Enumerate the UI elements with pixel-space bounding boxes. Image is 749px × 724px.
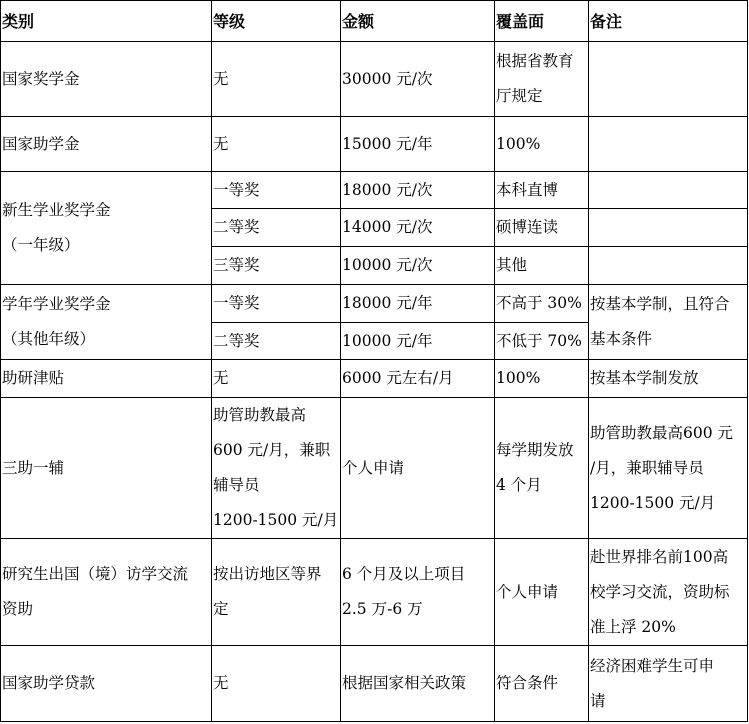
cell-category: 国家助学金: [1, 117, 212, 172]
table-row: [1, 42, 748, 117]
cell-coverage: 符合条件: [495, 646, 589, 722]
cell-coverage: 100%: [495, 117, 589, 172]
cell-amount: 18000 元/次: [341, 172, 495, 209]
cell-amount: 10000 元/年: [341, 323, 495, 360]
cell-category: 研究生出国（境）访学交流 资助: [1, 539, 212, 646]
cell-note: 助管助教最高600 元 /月，兼职辅导员 1200-1500 元/月: [589, 398, 748, 539]
column-header-category: 类别: [1, 1, 212, 42]
cell-level: 无: [212, 360, 341, 398]
cell-category: 国家奖学金: [1, 42, 212, 117]
table-row: [1, 398, 748, 539]
cell-amount: 个人申请: [341, 398, 495, 539]
table-row: [1, 539, 748, 646]
cell-coverage: 硕博连读: [495, 209, 589, 247]
table-row: [1, 172, 748, 209]
cell-amount: 根据国家相关政策: [341, 646, 495, 722]
cell-note: 赴世界排名前100高 校学习交流，资助标 准上浮 20%: [589, 539, 748, 646]
table-row: [1, 360, 748, 398]
cell-note: 按基本学制，且符合 基本条件: [589, 285, 748, 360]
cell-coverage: 本科直博: [495, 172, 589, 209]
cell-level: 无: [212, 117, 341, 172]
cell-category: 国家助学贷款: [1, 646, 212, 722]
cell-coverage: 其他: [495, 247, 589, 285]
cell-amount: 6000 元左右/月: [341, 360, 495, 398]
column-header-level: 等级: [212, 1, 341, 42]
cell-category: 三助一辅: [1, 398, 212, 539]
cell-level: 二等奖: [212, 323, 341, 360]
cell-note: [589, 247, 748, 285]
cell-level: 无: [212, 646, 341, 722]
cell-amount: 14000 元/次: [341, 209, 495, 247]
cell-level: 无: [212, 42, 341, 117]
cell-coverage: 每学期发放 4 个月: [495, 398, 589, 539]
cell-level: 助管助教最高 600 元/月，兼职 辅导员 1200-1500 元/月: [212, 398, 341, 539]
cell-level: 三等奖: [212, 247, 341, 285]
cell-note: [589, 42, 748, 117]
cell-level: 一等奖: [212, 285, 341, 323]
table-row: [1, 285, 748, 323]
cell-category: 学年学业奖学金 （其他年级）: [1, 285, 212, 360]
cell-amount: 6 个月及以上项目 2.5 万-6 万: [341, 539, 495, 646]
cell-note: 按基本学制发放: [589, 360, 748, 398]
cell-coverage: 根据省教育 厅规定: [495, 42, 589, 117]
table-row: [1, 117, 748, 172]
cell-note: [589, 117, 748, 172]
table-row: [1, 646, 748, 722]
column-header-coverage: 覆盖面: [495, 1, 589, 42]
cell-amount: 10000 元/次: [341, 247, 495, 285]
cell-level: 按出访地区等界 定: [212, 539, 341, 646]
cell-coverage: 100%: [495, 360, 589, 398]
cell-amount: 18000 元/年: [341, 285, 495, 323]
cell-coverage: 个人申请: [495, 539, 589, 646]
cell-category: 新生学业奖学金 （一年级）: [1, 172, 212, 285]
cell-note: 经济困难学生可申 请: [589, 646, 748, 722]
column-header-note: 备注: [589, 1, 748, 42]
cell-amount: 30000 元/次: [341, 42, 495, 117]
cell-note: [589, 209, 748, 247]
cell-level: 二等奖: [212, 209, 341, 247]
cell-coverage: 不高于 30%: [495, 285, 589, 323]
cell-level: 一等奖: [212, 172, 341, 209]
table-header-row: [1, 1, 748, 42]
cell-note: [589, 172, 748, 209]
cell-category: 助研津贴: [1, 360, 212, 398]
column-header-amount: 金额: [341, 1, 495, 42]
cell-amount: 15000 元/年: [341, 117, 495, 172]
cell-coverage: 不低于 70%: [495, 323, 589, 360]
